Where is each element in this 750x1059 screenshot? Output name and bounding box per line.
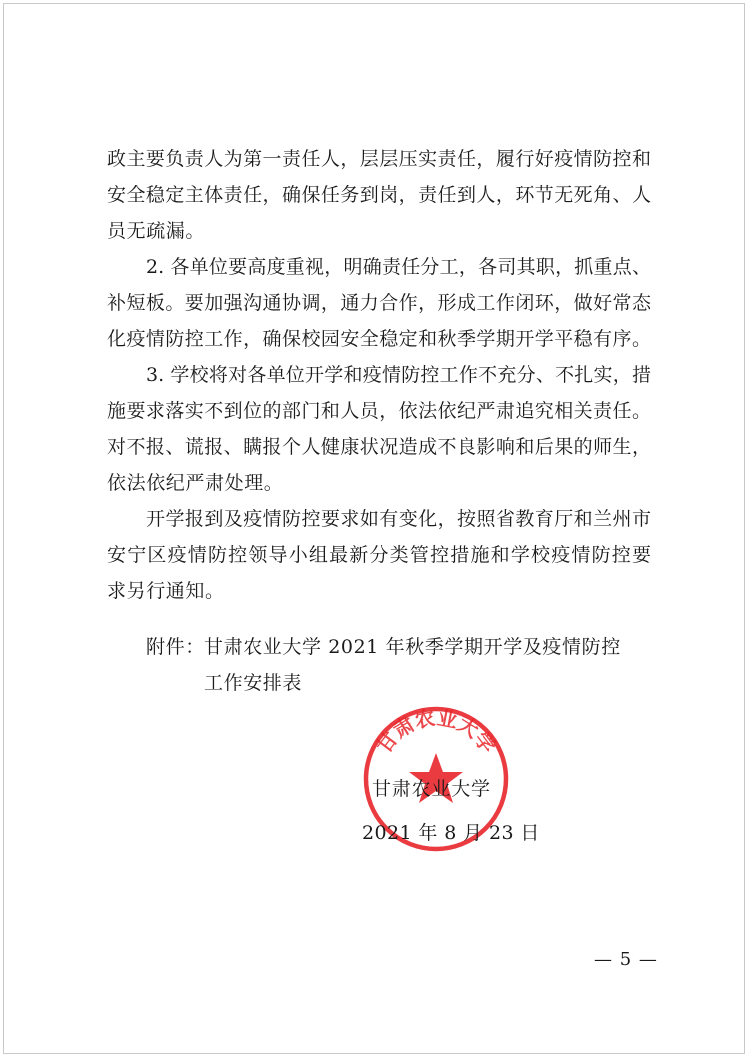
body-text-line: 2. 各单位要高度重视，明确责任分工，各司其职，抓重点、: [146, 256, 651, 278]
body-text-line: 安全稳定主体责任，确保任务到岗，责任到人，环节无死角、人: [107, 184, 651, 206]
body-text-line: 化疫情防控工作，确保校园安全稳定和秋季学期开学平稳有序。: [107, 328, 651, 350]
signature-organization: 甘肃农业大学: [372, 778, 491, 800]
signature-date: 2021 年 8 月 23 日: [362, 822, 540, 844]
body-text-line: 开学报到及疫情防控要求如有变化，按照省教育厅和兰州市: [146, 508, 651, 530]
body-text-line: 对不报、谎报、瞒报个人健康状况造成不良影响和后果的师生，: [107, 436, 651, 458]
body-text-line: 政主要负责人为第一责任人，层层压实责任，履行好疫情防控和: [107, 148, 651, 170]
page-number: — 5 —: [594, 949, 658, 970]
svg-text:甘肃农业大学: [372, 705, 501, 757]
body-text-line: 依法依纪严肃处理。: [107, 472, 284, 494]
body-text-line: 补短板。要加强沟通协调，通力合作，形成工作闭环，做好常态: [107, 292, 651, 314]
seal-arc-text: 甘肃农业大学: [371, 705, 501, 758]
body-text-line: 施要求落实不到位的部门和人员，依法依纪严肃追究相关责任。: [107, 400, 651, 422]
body-text-line: 求另行通知。: [107, 580, 225, 602]
body-text-line: 3. 学校将对各单位开学和疫情防控工作不充分、不扎实，措: [146, 364, 651, 386]
attachment-title-line: 甘肃农业大学 2021 年秋季学期开学及疫情防控: [204, 636, 621, 658]
body-text-line: 安宁区疫情防控领导小组最新分类管控措施和学校疫情防控要: [107, 544, 651, 566]
attachment-title-line: 工作安排表: [204, 672, 303, 694]
attachment-label: 附件：: [146, 636, 205, 658]
body-text-line: 员无疏漏。: [107, 220, 206, 242]
